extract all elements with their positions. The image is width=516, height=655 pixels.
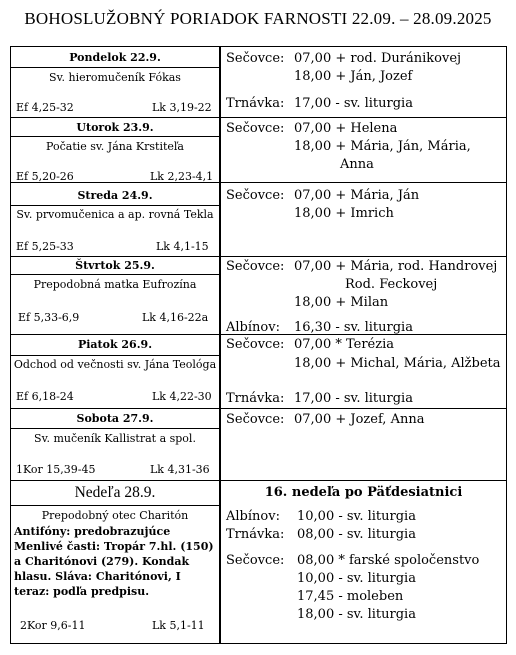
day-name: Štvrtok 25.9. [75,259,155,272]
service: 08,00 * farské spoločenstvo [297,553,480,568]
day-name-divider [10,505,220,506]
service: 10,00 - sv. liturgia [297,571,416,586]
gospel-reading: Lk 3,19-22 [152,101,212,114]
service: 18,00 + Mária, Ján, Mária, [294,139,471,154]
day-name: Streda 24.9. [77,189,153,202]
epistle-reading: 1Kor 15,39-45 [16,463,96,476]
day-name: Sobota 27.9. [76,412,154,425]
service: 10,00 - sv. liturgia [297,509,416,524]
day-name-divider [10,274,220,275]
service: 07,00 + Mária, Ján [294,188,420,203]
service: 08,00 - sv. liturgia [297,527,416,542]
day-name-divider [10,136,220,137]
row-divider [10,256,507,257]
place: Sečovce: [226,121,285,136]
day-name: Utorok 23.9. [76,121,154,134]
day-saint: Prepodobná matka Eufrozína [33,278,197,291]
liturgy-note: Antifóny: predobrazujúce Menlivé časti: Tropár 7.hl. (150) a Charitónovi (279). Kondak hlasu. Sláva: Charitónovi, I teraz: podľa predpisu. [14,525,214,598]
day-name-divider [10,67,220,68]
place: Albínov: [226,320,280,335]
epistle-reading: Ef 6,18-24 [16,390,74,403]
service: 07,00 + Mária, rod. Handrovej [294,259,498,274]
place: Albínov: [226,509,280,524]
epistle-reading: Ef 5,25-33 [16,240,74,253]
place: Sečovce: [226,337,285,352]
day-name: Pondelok 22.9. [69,51,161,64]
row-divider [10,480,507,481]
sunday-saint: Prepodobný otec Charitón [41,509,189,522]
place: Sečovce: [226,553,285,568]
place: Sečovce: [226,51,285,66]
gospel-reading: Lk 2,23-4,1 [150,170,214,183]
place: Sečovce: [226,259,285,274]
page-title: BOHOSLUŽOBNÝ PORIADOK FARNOSTI 22.09. – 28.09.2025 [24,9,492,28]
service: 18,00 + Michal, Mária, Alžbeta [294,356,501,371]
gospel-reading: Lk 4,1-15 [156,240,209,253]
service: 07,00 * Terézia [294,337,395,352]
service: 17,00 - sv. liturgia [294,391,413,406]
day-saint: Sv. prvomučenica a ap. rovná Tekla [16,208,214,221]
service: 18,00 + Imrich [294,206,394,221]
place: Trnávka: [226,391,285,406]
service: 16,30 - sv. liturgia [294,320,413,335]
sunday-name: Nedeľa 28.9. [74,484,156,501]
service: 07,00 + Helena [294,121,398,136]
row-divider [10,117,507,118]
gospel-reading: Lk 4,31-36 [150,463,210,476]
gospel-reading: Lk 5,1-11 [152,619,205,632]
service: 07,00 + rod. Duránikovej [294,51,462,66]
service: 18,00 + Milan [294,295,389,310]
day-saint: Sv. hieromučeník Fókas [49,71,181,84]
epistle-reading: Ef 4,25-32 [16,101,74,114]
day-saint: Odchod od večnosti sv. Jána Teológa [13,358,217,371]
place: Trnávka: [226,96,285,111]
service: 18,00 - sv. liturgia [297,607,416,622]
epistle-reading: 2Kor 9,6-11 [20,619,86,632]
day-saint: Sv. mučeník Kallistrat a spol. [34,432,196,445]
day-saint: Počatie sv. Jána Krstiteľa [46,140,184,153]
service: 18,00 + Ján, Jozef [294,69,413,84]
day-name: Piatok 26.9. [77,338,153,351]
place: Sečovce: [226,188,285,203]
row-divider [10,408,507,409]
service: 17,45 - moleben [297,589,404,604]
day-name-divider [10,355,220,356]
day-name-divider [10,428,220,429]
service: Rod. Feckovej [345,277,438,292]
service: 07,00 + Jozef, Anna [294,412,425,427]
place: Trnávka: [226,527,285,542]
gospel-reading: Lk 4,22-30 [152,390,212,403]
service: Anna [340,157,374,172]
epistle-reading: Ef 5,33-6,9 [18,311,80,324]
place: Sečovce: [226,412,285,427]
day-name-divider [10,205,220,206]
sunday-heading: 16. nedeľa po Päťdesiatnici [264,485,463,500]
service: 17,00 - sv. liturgia [294,96,413,111]
row-divider [10,182,507,183]
epistle-reading: Ef 5,20-26 [16,170,74,183]
gospel-reading: Lk 4,16-22a [142,311,209,324]
